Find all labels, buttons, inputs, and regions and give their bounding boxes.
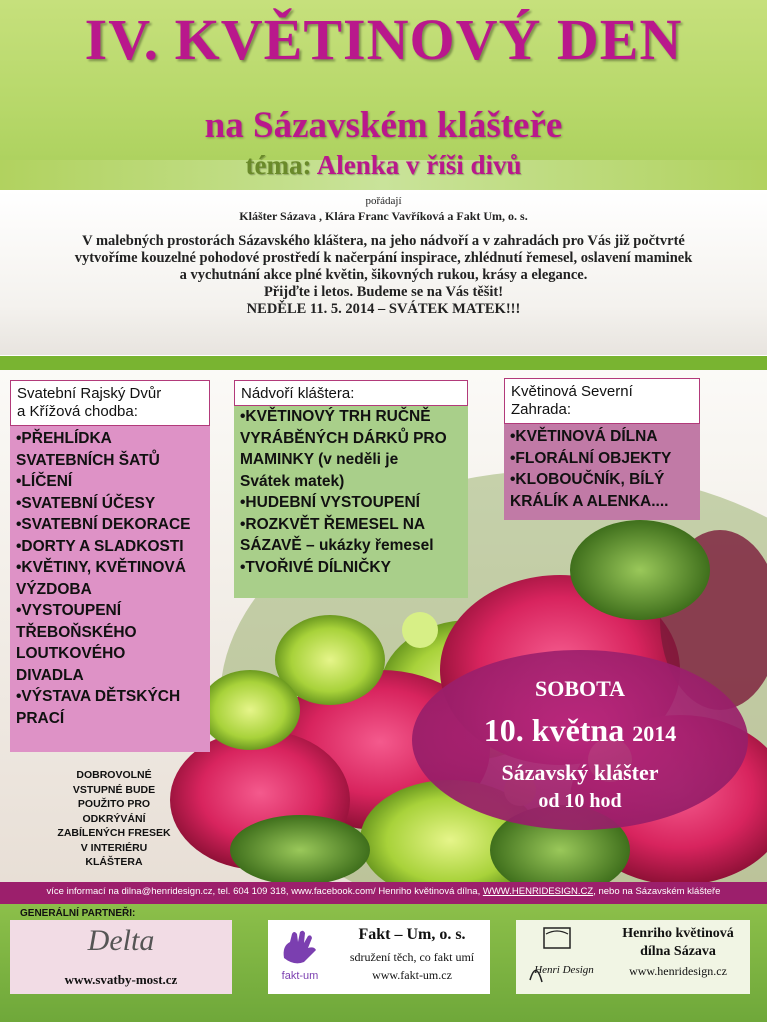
heading-line: Květinová Severní <box>511 383 633 400</box>
program-list <box>504 426 675 512</box>
delta-url: www.svatby-most.cz <box>64 972 178 987</box>
fakt-um-name: Fakt – Um, o. s. <box>358 926 466 943</box>
admission-note <box>14 768 214 870</box>
page-title: IV. KVĚTINOVÝ DEN <box>84 7 683 72</box>
list-item: •DORTY A SLADKOSTI <box>16 537 184 555</box>
list-item: VYRÁBĚNÝCH DÁRKŮ PRO <box>240 429 447 447</box>
list-item: •KVĚTINOVÝ TRH RUČNĚ <box>240 408 431 425</box>
organizers: Klášter Sázava , Klára Franc Vavříková a Fakt Um, o. s. <box>239 209 528 223</box>
list-item: PRACÍ <box>16 709 65 727</box>
date-place: Sázavský klášter <box>501 760 659 785</box>
heading-line: Svatební Rajský Dvůr <box>17 385 162 402</box>
list-item: •PŘEHLÍDKA <box>16 430 112 447</box>
page-subtitle: na Sázavském klášteře <box>204 105 563 146</box>
program-box-nadvori <box>234 380 468 598</box>
list-item: •VÝSTAVA DĚTSKÝCH <box>16 688 181 705</box>
henri-design-logo-text: Henri Design <box>534 964 594 976</box>
delta-logo: Delta <box>87 924 155 957</box>
heading-line: a Křížová chodba: <box>17 403 138 420</box>
partners-label: GENERÁLNÍ PARTNEŘI: <box>20 908 136 919</box>
list-item: VÝZDOBA <box>16 580 92 598</box>
intro-line: vytvoříme kouzelné pohodové prostředí k načerpání inspirace, zhlédnutí řemesel, oslavení maminek <box>74 250 693 266</box>
program-box-rajsky-dvur <box>10 380 210 752</box>
partner-fakt-um[interactable] <box>268 920 490 994</box>
theme-value: Alenka v říši divů <box>316 150 522 180</box>
list-item: MAMINKY (v neděli je <box>240 451 399 468</box>
note-line: KLÁŠTERA <box>85 856 143 868</box>
list-item: DIVADLA <box>16 666 84 684</box>
theme-line <box>0 150 767 181</box>
program-list <box>234 406 451 578</box>
date-year: 2014 <box>632 721 677 746</box>
box-heading-text <box>11 381 209 423</box>
list-item: •FLORÁLNÍ OBJEKTY <box>510 449 672 467</box>
list-item: KRÁLÍK A ALENKA.... <box>510 492 669 510</box>
organized-by-label: pořádají <box>365 195 402 207</box>
list-item: •VYSTOUPENÍ <box>16 602 122 619</box>
box-heading-text <box>235 381 467 405</box>
partner-henridesign[interactable] <box>516 920 750 994</box>
info-text-b: , nebo na Sázavském klášteře <box>593 886 721 897</box>
list-item: •SVATEBNÍ DEKORACE <box>16 516 191 533</box>
intro-line: Přijďte i letos. Budeme se na Vás těšit! <box>263 284 504 300</box>
date-time: od 10 hod <box>538 790 622 812</box>
list-item: •KVĚTINOVÁ DÍLNA <box>510 428 658 445</box>
info-text-a: více informací na dilna@henridesign.cz, tel. 604 109 318, www.facebook.com/ Henriho květinová dílna, <box>46 886 483 897</box>
box-heading <box>10 380 210 426</box>
partner-delta[interactable] <box>10 920 232 994</box>
note-line: ODKRÝVÁNÍ <box>82 812 146 825</box>
list-item: SVATEBNÍCH ŠATŮ <box>16 451 160 469</box>
heading-line: Nádvoří kláštera: <box>241 385 355 402</box>
box-heading <box>234 380 468 406</box>
heading-line: Zahrada: <box>511 401 572 418</box>
date-day: SOBOTA <box>534 676 626 701</box>
list-item: SÁZAVĚ – ukázky řemesel <box>240 537 434 554</box>
note-line: ZABÍLENÝCH FRESEK <box>57 827 171 839</box>
henri-name-1: Henriho květinová <box>622 926 734 941</box>
theme-label: téma: <box>245 150 312 180</box>
intro-paragraph <box>10 233 757 318</box>
list-item: •LÍČENÍ <box>16 473 73 490</box>
note-line: POUŽITO PRO <box>77 798 151 810</box>
box-heading <box>504 378 700 424</box>
program-list <box>10 428 195 729</box>
fakt-um-url: www.fakt-um.cz <box>372 968 452 982</box>
date-value: 10. května <box>483 712 625 748</box>
note-line: VSTUPNÉ BUDE <box>72 783 156 796</box>
fakt-um-tagline: sdružení těch, co fakt umí <box>349 950 475 964</box>
intro-line: NEDĚLE 11. 5. 2014 – SVÁTEK MATEK!!! <box>246 301 521 317</box>
fakt-um-logo: fakt-um <box>281 970 319 982</box>
note-line: V INTERIÉRU <box>80 841 148 854</box>
hand-icon <box>278 928 322 968</box>
box-heading-text <box>505 379 699 421</box>
intro-line: a vychutnání akce plné květin, šikovných rukou, krásy a elegance. <box>179 267 588 283</box>
henri-design-logo-icon <box>522 924 602 990</box>
list-item: TŘEBOŇSKÉHO <box>16 623 137 641</box>
list-item: •HUDEBNÍ VYSTOUPENÍ <box>240 494 420 511</box>
date-main <box>412 712 748 749</box>
list-item: •KLOBOUČNÍK, BÍLÝ <box>510 471 665 488</box>
note-line: DOBROVOLNÉ <box>76 769 152 781</box>
info-text <box>0 886 767 897</box>
list-item: •SVATEBNÍ ÚČESY <box>16 494 156 512</box>
henri-name-2: dílna Sázava <box>640 944 716 959</box>
henri-url: www.henridesign.cz <box>629 964 727 978</box>
intro-line: V malebných prostorách Sázavského kláštera, na jeho nádvoří a v zahradách pro Vás již počtvrté <box>82 233 685 249</box>
list-item: Svátek matek) <box>240 472 345 490</box>
divider-strip <box>0 356 767 370</box>
list-item: LOUTKOVÉHO <box>16 645 126 662</box>
list-item: •TVOŘIVÉ DÍLNIČKY <box>240 558 391 576</box>
program-box-severni-zahrada <box>504 378 700 520</box>
list-item: •KVĚTINY, KVĚTINOVÁ <box>16 559 186 576</box>
henridesign-link[interactable]: WWW.HENRIDESIGN.CZ <box>482 886 594 897</box>
list-item: •ROZKVĚT ŘEMESEL NA <box>240 515 426 533</box>
